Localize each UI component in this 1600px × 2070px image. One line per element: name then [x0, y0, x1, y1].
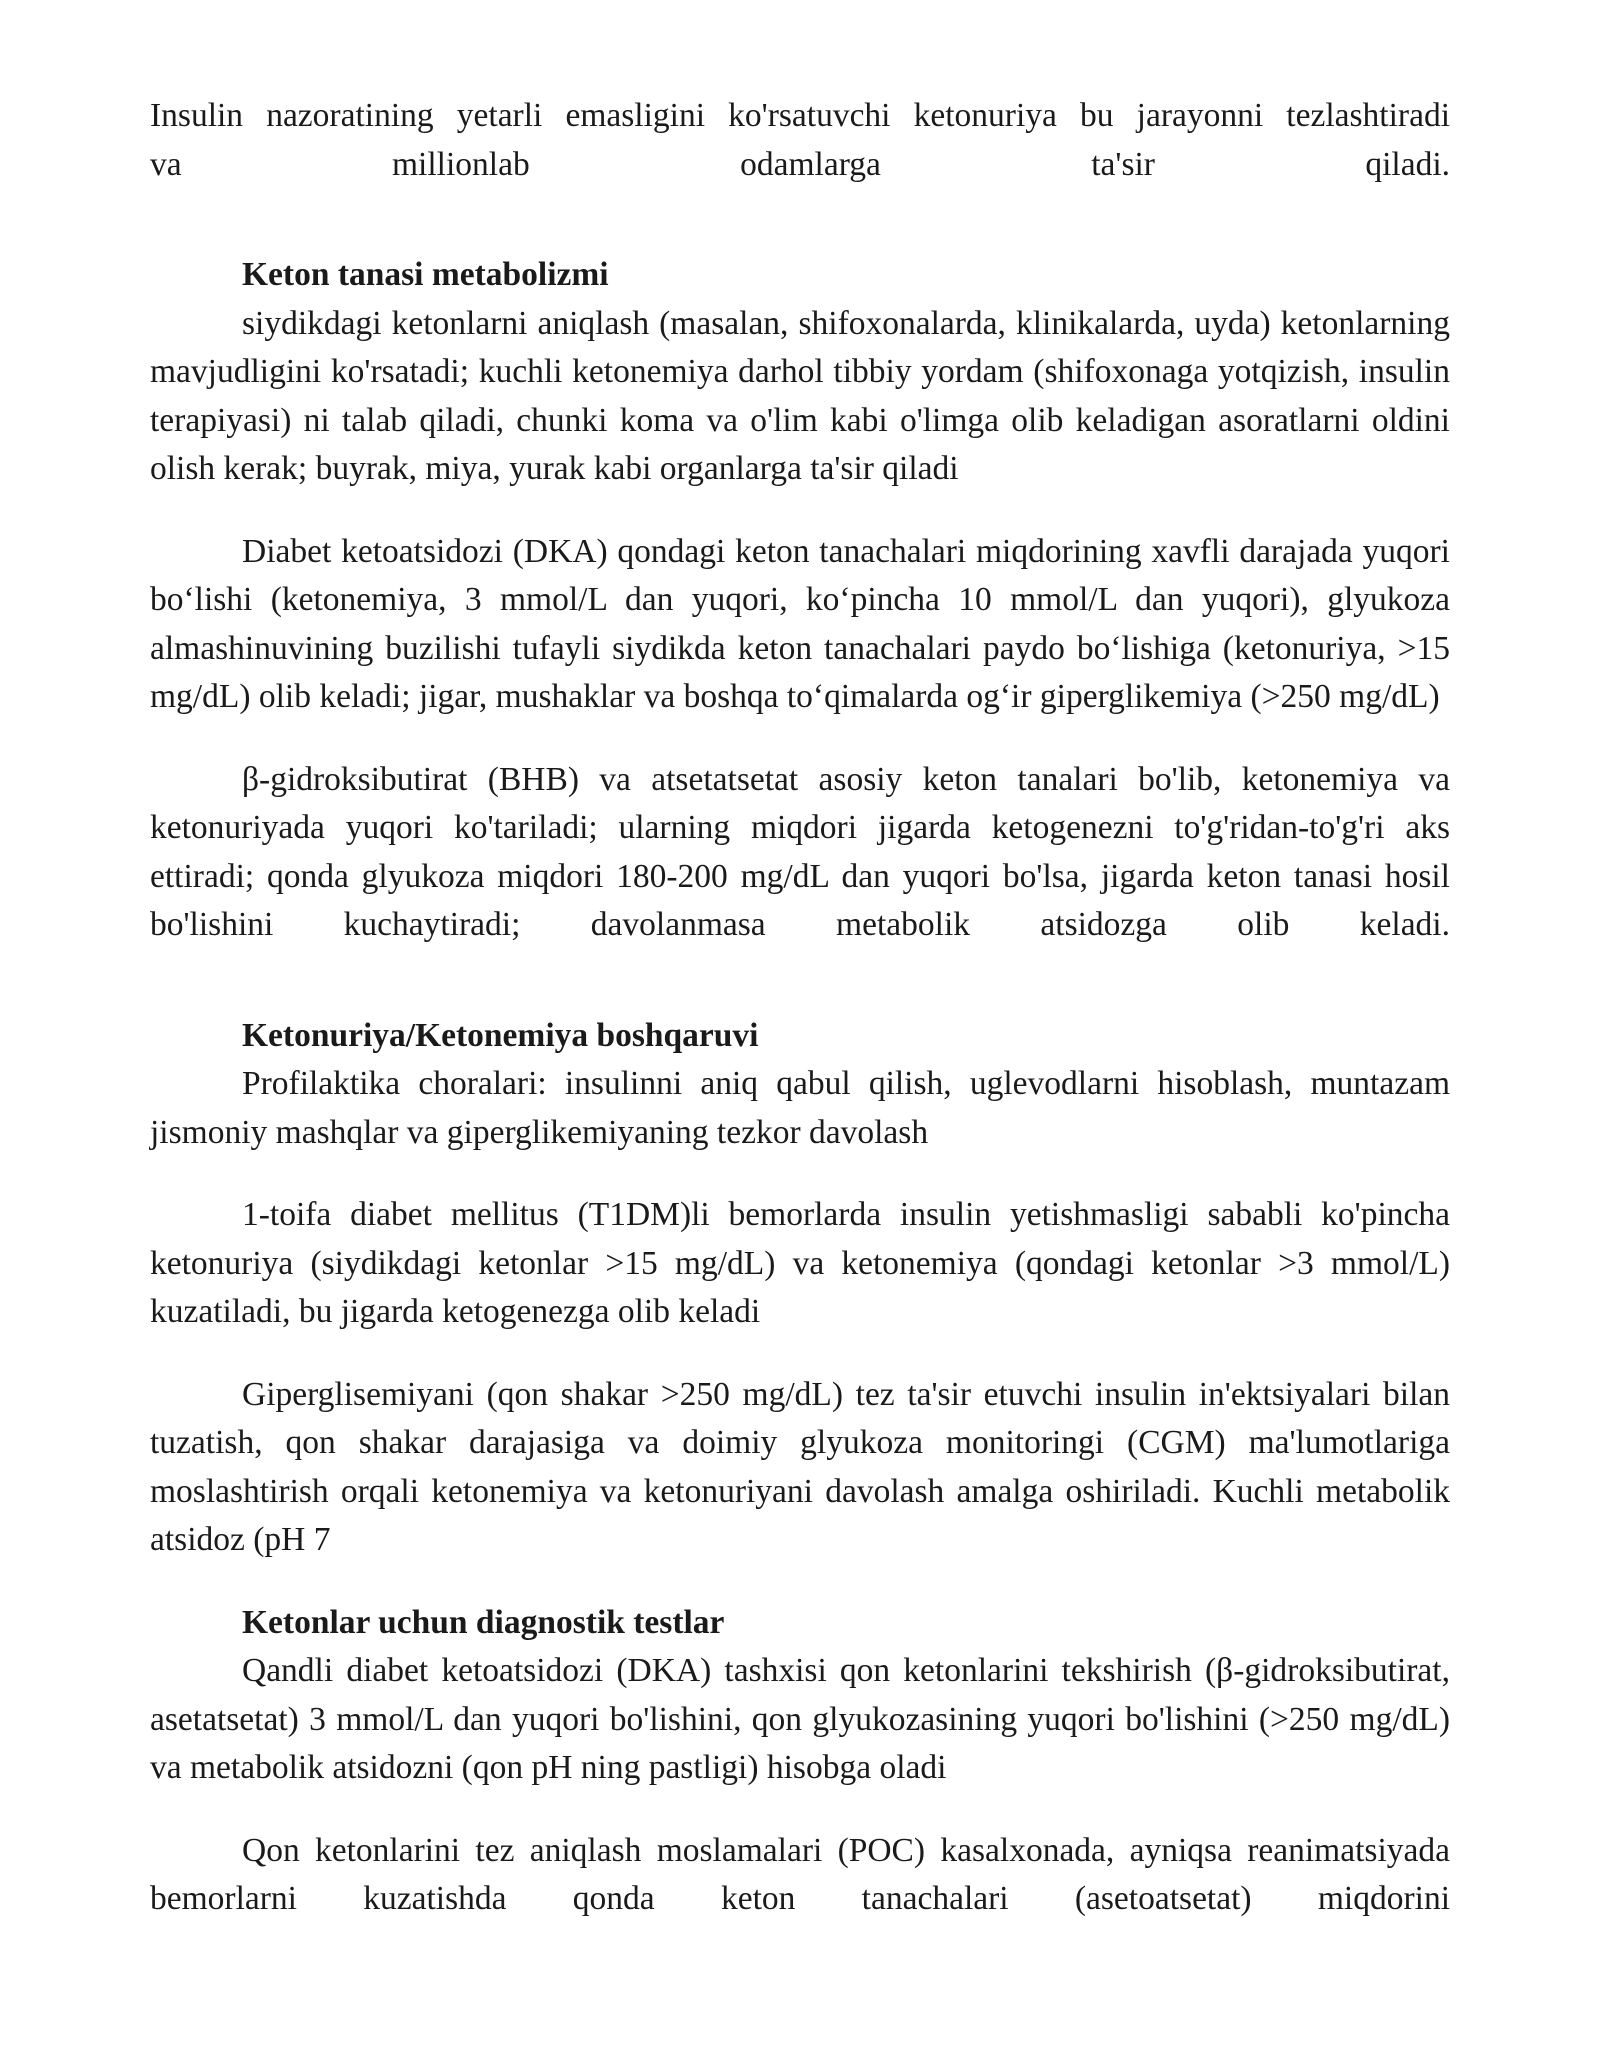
paragraph: Giperglisemiyani (qon shakar >250 mg/dL) tez ta'sir etuvchi insulin in'ektsiyalari bilan tuzatish, qon shakar darajasiga va doimiy glyukoza monitoringi (CGM) ma'lumotlariga moslashtirish orqali ketonemiya va ketonuriyani davolash amalga oshiriladi. Kuchli metabolik atsidoz (pH 7: [150, 1375, 1450, 1558]
paragraph: β-gidroksibutirat (BHB) va atsetatsetat asosiy keton tanalari bo'lib, ketonemiya va ketonuriyada yuqori ko'tariladi; ularning miqdori jigarda ketogenezni to'g'ridan-to'g'ri aks ettiradi; qonda glyukoza miqdori 180-200 mg/dL dan yuqori bo'lsa, jigarda keton tanasi hosil bo'lishini kuchaytiradi; davolanmasa metabolik atsidozga olib keladi.: [150, 760, 1450, 943]
paragraph: Qandli diabet ketoatsidozi (DKA) tashxisi qon ketonlarini tekshirish (β-gidroksibutirat, asetatsetat) 3 mmol/L dan yuqori bo'lishini, qon glyukozasining yuqori bo'lishini (>250 mg/dL) va metabolik atsidozni (qon pH ning pastligi) hisobga oladi: [150, 1652, 1450, 1786]
paragraph: siydikdagi ketonlarni aniqlash (masalan, shifoxonalarda, klinikalarda, uyda) ketonlarning mavjudligini ko'rsatadi; kuchli ketonemiya darhol tibbiy yordam (shifoxonaga yotqizish, insulin terapiyasi) ni talab qiladi, chunki koma va o'lim kabi o'limga olib keladigan asoratlarni oldini olish kerak; buyrak, miya, yurak kabi organlarga ta'sir qiladi: [150, 304, 1450, 487]
spacer: [150, 1793, 1450, 1827]
spacer: [150, 189, 1450, 251]
paragraph: Profilaktika choralari: insulinni aniq qabul qilish, uglevodlarni hisoblash, muntazam jismoniy mashqlar va giperglikemiyaning tezkor davolash: [150, 1065, 1450, 1151]
spacer: [150, 950, 1450, 1012]
spacer: [150, 1157, 1450, 1191]
section-heading-keton-metabolizmi: Keton tanasi metabolizmi: [242, 256, 609, 293]
spacer: [150, 494, 1450, 528]
section-heading-boshqaruvi: Ketonuriya/Ketonemiya boshqaruvi: [242, 1016, 759, 1054]
paragraph: Qon ketonlarini tez aniqlash moslamalari (POC) kasalxonada, ayniqsa reanimatsiyada bemorlarni kuzatishda qonda keton tanachalari (asetoatsetat) miqdorini: [150, 1831, 1450, 1917]
spacer: [150, 1565, 1450, 1599]
spacer: [150, 722, 1450, 756]
section-heading-diagnostik-testlar: Ketonlar uchun diagnostik testlar: [242, 1603, 725, 1641]
intro-line-2: va millionlab odamlarga ta'sir qiladi.: [150, 145, 1450, 183]
intro-line-1: Insulin nazoratining yetarli emasligini ko'rsatuvchi ketonuriya bu jarayonni tezlashtiradi: [150, 97, 1450, 134]
paragraph: Diabet ketoatsidozi (DKA) qondagi keton tanachalari miqdorining xavfli darajada yuqori bo‘lishi (ketonemiya, 3 mmol/L dan yuqori, ko‘pincha 10 mmol/L dan yuqori), glyukoza almashinuvining buzilishi tufayli siydikda keton tanachalari paydo bo‘lishiga (ketonuriya, >15 mg/dL) olib keladi; jigar, mushaklar va boshqa to‘qimalarda og‘ir giperglikemiya (>250 mg/dL): [150, 532, 1450, 715]
spacer: [150, 1337, 1450, 1371]
paragraph: 1-toifa diabet mellitus (T1DM)li bemorlarda insulin yetishmasligi sababli ko'pincha ketonuriya (siydikdagi ketonlar >15 mg/dL) va ketonemiya (qondagi ketonlar >3 mmol/L) kuzatiladi, bu jigarda ketogenezga olib keladi: [150, 1196, 1450, 1330]
